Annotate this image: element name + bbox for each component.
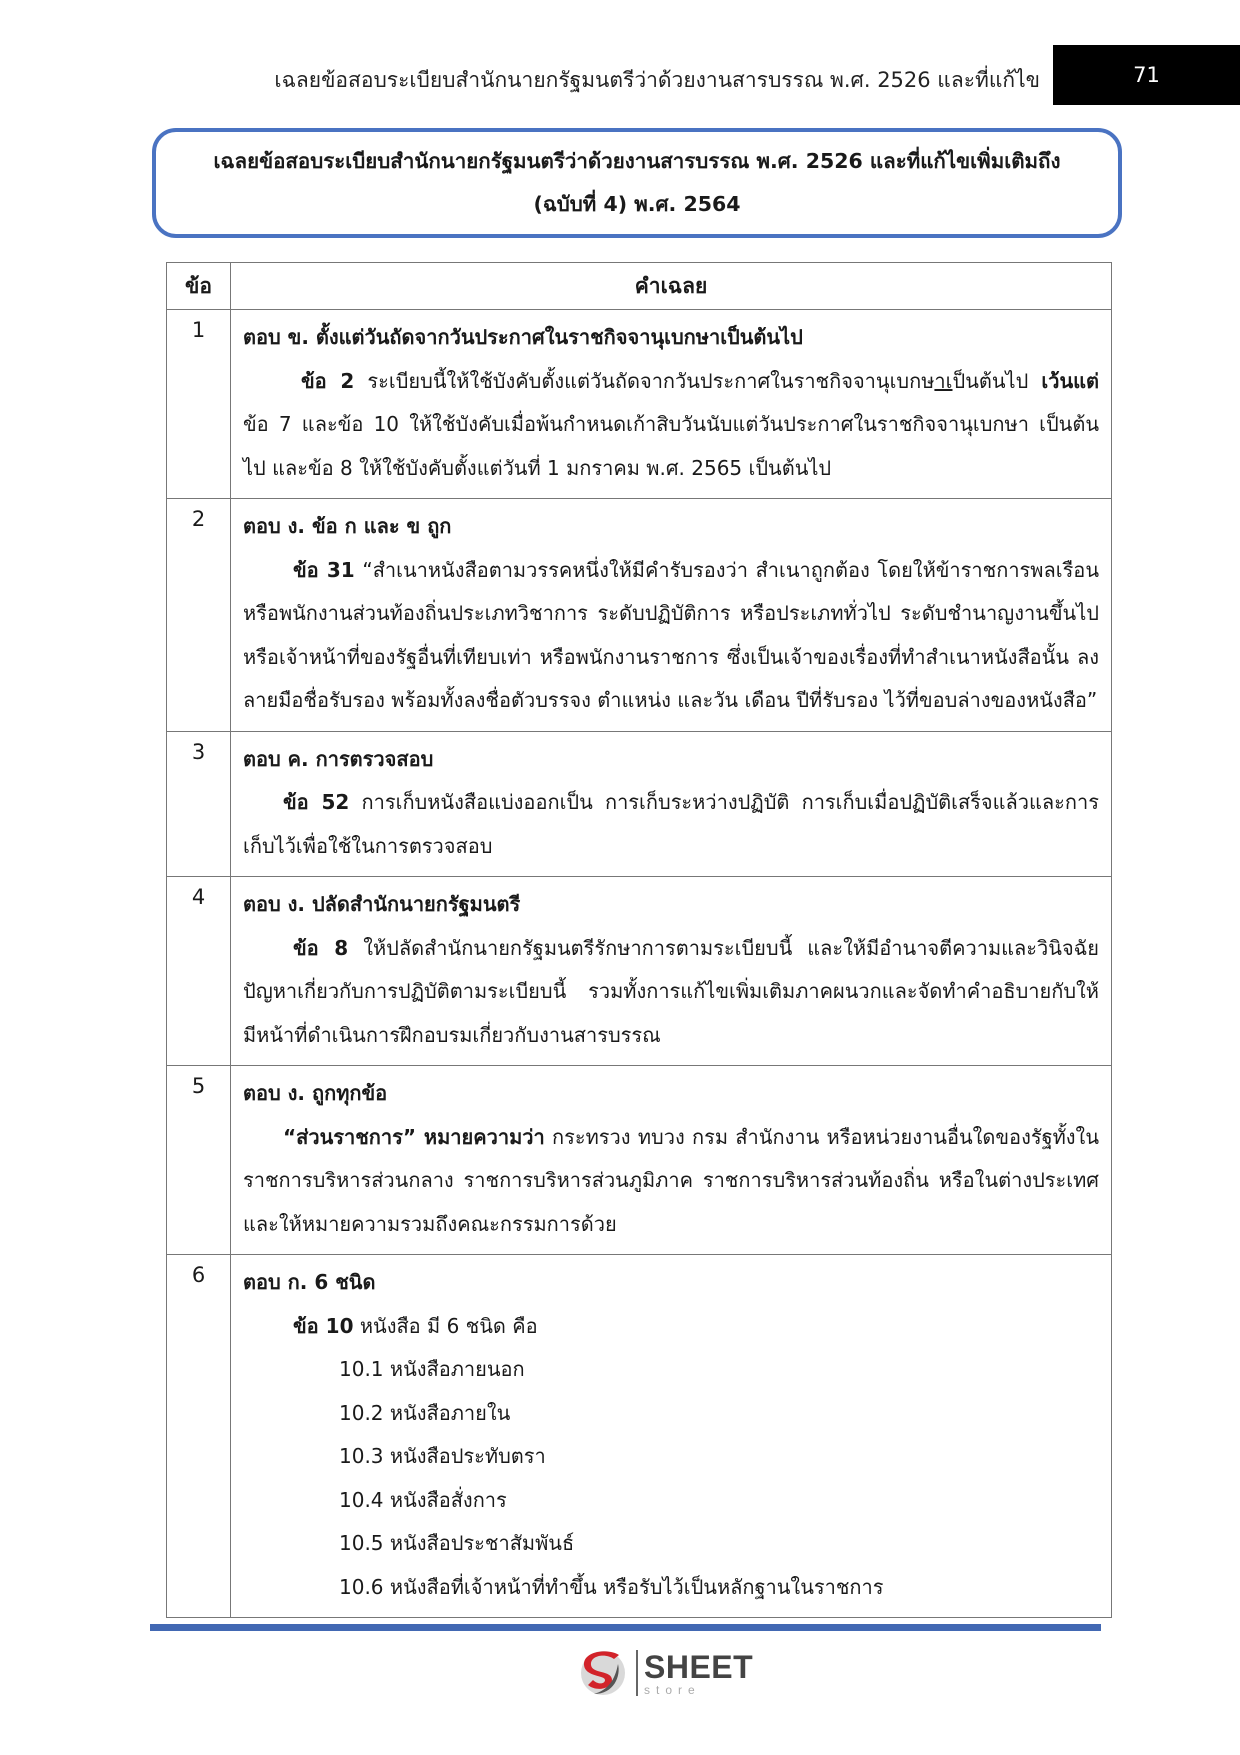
table-row (167, 1255, 1112, 1618)
explanation-text: ข้อ 7 และข้อ 10 ให้ใช้บังคับเมื่อพ้นกำหนดเก้าสิบวันนับแต่วันประกาศในราชกิจจานุเบกษา เป็นต้นไป และข้อ 8 ให้ใช้บังคับตั้งแต่วันที่ 1 มกราคม พ.ศ. 2565 เป็นต้นไป (243, 412, 1099, 480)
list-item: 10.2 หนังสือภายใน (339, 1400, 511, 1425)
answer-choice: ตอบ ค. การตรวจสอบ (243, 746, 434, 771)
explanation-text: “สำเนาหนังสือตามวรรคหนึ่งให้มีคำรับรองว่า สำเนาถูกต้อง โดยให้ข้าราชการพลเรือนหรือพนักงานส่วนท้องถิ่นประเภทวิชาการ ระดับปฏิบัติการ หรือประเภททั่วไป ระดับชำนาญงานขึ้นไปหรือเจ้าหน้าที่ของรัฐอื่นที่เทียบเท่า หรือพนักงานราชการ ซึ่งเป็นเจ้าของเรื่องที่ทำสำเนาหนังสือนั้น ลงลายมือชื่อรับรอง พร้อมทั้งลงชื่อตัวบรรจง ตำแหน่ง และวัน เดือน ปีที่รับรอง ไว้ที่ขอบล่างของหนังสือ” (243, 557, 1099, 712)
row-number: 3 (167, 731, 231, 877)
list-item: 10.3 หนังสือประทับตรา (339, 1444, 546, 1468)
explanation (243, 360, 1099, 491)
clause-ref: ข้อ 2 (301, 368, 355, 393)
explanation-text: ให้ปลัดสำนักนายกรัฐมนตรีรักษาการตามระเบียบนี้ และให้มีอำนาจตีความและวินิจฉัยปัญหาเกี่ยวกับการปฏิบัติตามระเบียบนี้ รวมทั้งการแก้ไขเพิ่มเติมภาคผนวกและจัดทำคำอธิบายกับให้มีหน้าที่ดำเนินการฝึกอบรมเกี่ยวกับงานสารบรรณ (243, 935, 1099, 1047)
explanation-underlined: าเ (934, 368, 953, 393)
table-row (167, 310, 1112, 499)
answer-cell (231, 1255, 1112, 1618)
explanation-text: ระเบียบนี้ให้ใช้บังคับตั้งแต่วันถัดจากวันประกาศในราชกิจจานุเบกษ (354, 368, 935, 393)
sheet-store-logo-icon (578, 1646, 628, 1700)
row-number: 1 (167, 310, 231, 499)
table-row (167, 499, 1112, 732)
answer-choice: ตอบ ง. ปลัดสำนักนายกรัฐมนตรี (243, 892, 521, 916)
explanation-emphasis: เว้นแต่ (1041, 368, 1100, 393)
answer-choice: ตอบ ข. ตั้งแต่วันถัดจากวันประกาศในราชกิจจานุเบกษาเป็นต้นไป (243, 325, 803, 349)
logo-sub-text: store (644, 1682, 701, 1697)
answer-cell (231, 1066, 1112, 1255)
table-row (167, 1066, 1112, 1255)
answer-choice: ตอบ ง. ถูกทุกข้อ (243, 1081, 388, 1105)
page-number: 71 (1053, 45, 1240, 105)
answer-choice: ตอบ ง. ข้อ ก และ ข ถูก (243, 514, 452, 538)
list-item: 10.4 หนังสือสั่งการ (339, 1487, 507, 1512)
table-row (167, 731, 1112, 877)
clause-ref: ข้อ 52 (283, 790, 350, 814)
explanation (243, 781, 1099, 868)
list-item: 10.1 หนังสือภายนอก (339, 1357, 525, 1381)
row-number: 5 (167, 1066, 231, 1255)
column-header-no: ข้อ (167, 263, 231, 310)
logo-wordmark (644, 1648, 754, 1697)
running-header: เฉลยข้อสอบระเบียบสำนักนายกรัฐมนตรีว่าด้วยงานสารบรรณ พ.ศ. 2526 และที่แก้ไข (274, 68, 1040, 92)
explanation-text: หนังสือ มี 6 ชนิด คือ (353, 1313, 538, 1338)
clause-ref: ข้อ 8 (293, 935, 349, 960)
row-number: 2 (167, 499, 231, 732)
row-number: 4 (167, 877, 231, 1066)
logo-brand-text: SHEET (644, 1648, 754, 1685)
table-header-row (167, 263, 1112, 310)
answer-choice: ตอบ ก. 6 ชนิด (243, 1270, 376, 1294)
column-header-answer: คำเฉลย (231, 263, 1112, 310)
explanation (243, 549, 1099, 723)
answer-cell (231, 499, 1112, 732)
explanation-text: กระทรวง ทบวง กรม สำนักงาน หรือหน่วยงานอื่นใดของรัฐทั้งในราชการบริหารส่วนกลาง ราชการบริหารส่วนภูมิภาค ราชการบริหารส่วนท้องถิ่น หรือในต่างประเทศและให้หมายความรวมถึงคณะกรรมการด้วย (243, 1124, 1099, 1236)
explanation-text: การเก็บหนังสือแบ่งออกเป็น การเก็บระหว่างปฏิบัติ การเก็บเมื่อปฏิบัติเสร็จแล้วและการเก็บไว้เพื่อใช้ในการตรวจสอบ (243, 790, 1099, 858)
footer-divider (150, 1624, 1101, 1631)
answer-table (166, 262, 1112, 1618)
explanation (243, 1116, 1099, 1247)
answer-cell (231, 731, 1112, 877)
logo-separator (636, 1650, 638, 1696)
list-item: 10.6 หนังสือที่เจ้าหน้าที่ทำขึ้น หรือรับไว้เป็นหลักฐานในราชการ (339, 1574, 884, 1599)
explanation (243, 1305, 1099, 1349)
title-box (152, 128, 1122, 238)
list-item: 10.5 หนังสือประชาสัมพันธ์ (339, 1531, 575, 1555)
clause-ref: ข้อ 31 (293, 557, 355, 582)
row-number: 6 (167, 1255, 231, 1618)
title-line-1: เฉลยข้อสอบระเบียบสำนักนายกรัฐมนตรีว่าด้วยงานสารบรรณ พ.ศ. 2526 และที่แก้ไขเพิ่มเติมถึง (213, 149, 1061, 173)
definition-term: “ส่วนราชการ” หมายความว่า (283, 1124, 545, 1149)
explanation-text: ป็นต้นไป (952, 368, 1042, 393)
explanation (243, 927, 1099, 1058)
title-line-2: (ฉบับที่ 4) พ.ศ. 2564 (533, 192, 741, 216)
answer-cell (231, 877, 1112, 1066)
answer-cell (231, 310, 1112, 499)
clause-ref: ข้อ 10 (293, 1313, 354, 1338)
sheet-store-logo (578, 1646, 753, 1700)
table-row (167, 877, 1112, 1066)
